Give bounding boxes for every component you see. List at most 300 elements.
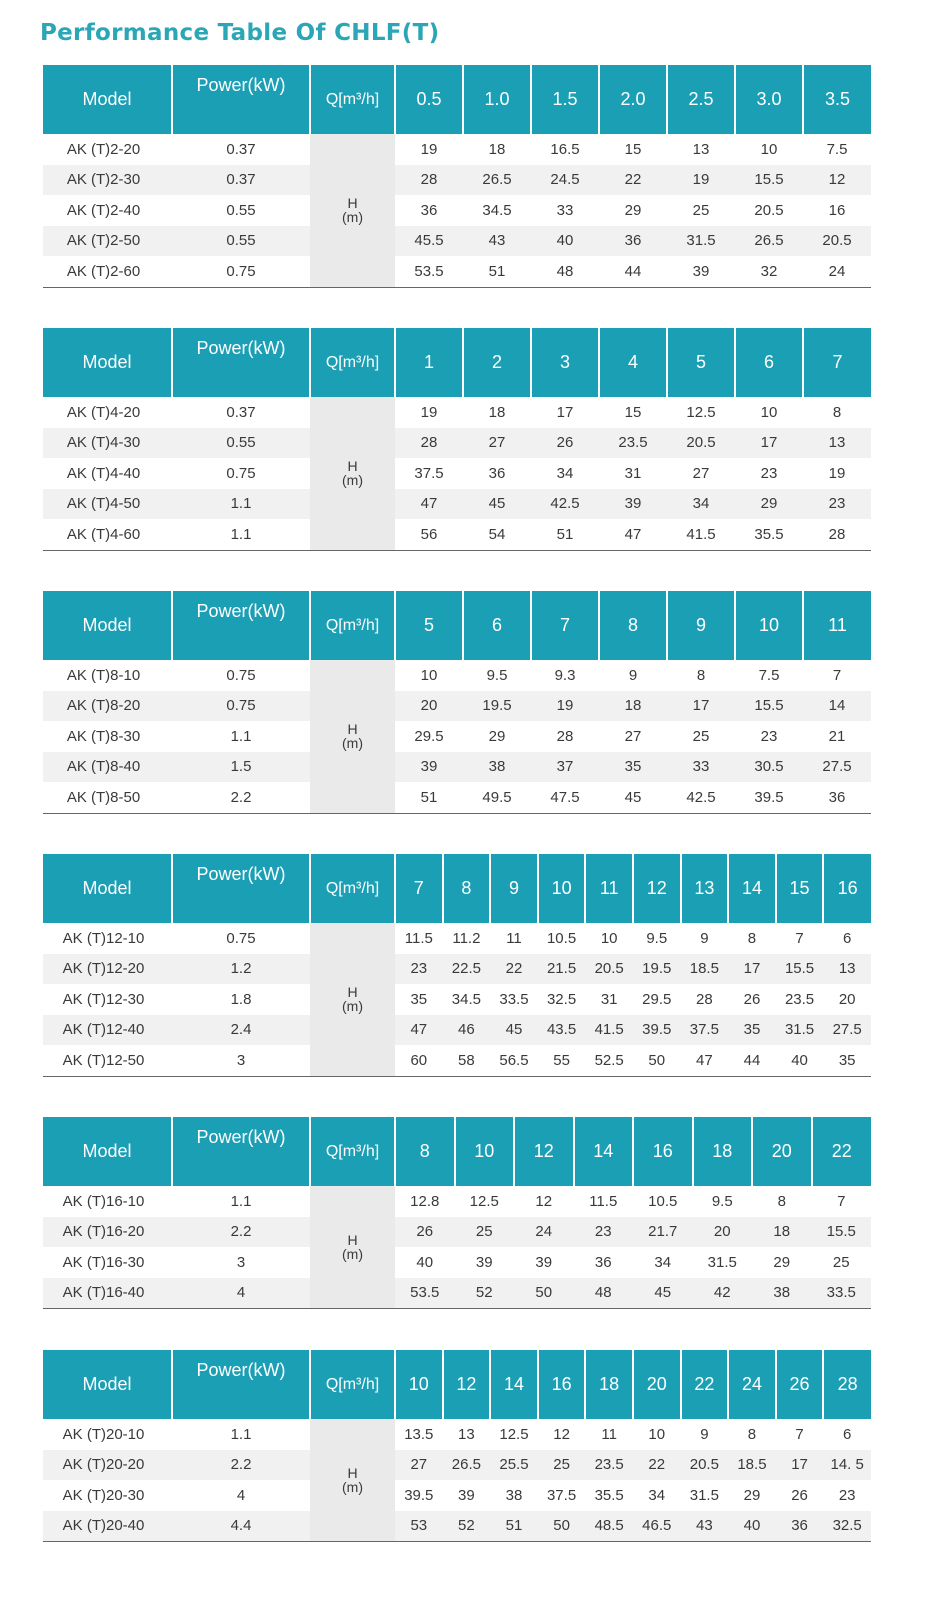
head-value-cell: 23 bbox=[735, 721, 803, 752]
flow-value-header: 28 bbox=[823, 1350, 871, 1419]
head-value-cell: 13 bbox=[667, 134, 735, 165]
head-value-cell: 12 bbox=[803, 165, 871, 196]
model-header: Model bbox=[43, 854, 172, 923]
head-value-cell: 23 bbox=[823, 1480, 871, 1511]
head-value-cell: 28 bbox=[395, 428, 463, 459]
power-header: Power(kW) bbox=[172, 328, 310, 397]
model-header: Model bbox=[43, 591, 172, 660]
model-header: Model bbox=[43, 328, 172, 397]
head-value-cell: 43 bbox=[463, 226, 531, 257]
power-cell: 0.75 bbox=[172, 256, 310, 287]
head-value-cell: 23 bbox=[574, 1217, 634, 1248]
power-cell: 1.2 bbox=[172, 954, 310, 985]
head-value-cell: 14. 5 bbox=[823, 1450, 871, 1481]
flow-value-header: 12 bbox=[514, 1117, 574, 1186]
head-value-cell: 31.5 bbox=[776, 1015, 824, 1046]
head-label: H bbox=[347, 458, 358, 475]
head-value-cell: 9.5 bbox=[633, 923, 681, 954]
power-header: Power(kW) bbox=[172, 591, 310, 660]
head-value-cell: 55 bbox=[538, 1045, 586, 1076]
head-value-cell: 9 bbox=[681, 1419, 729, 1450]
head-value-cell: 10 bbox=[585, 923, 633, 954]
table-row bbox=[43, 489, 871, 520]
head-value-cell: 56.5 bbox=[490, 1045, 538, 1076]
head-value-cell: 41.5 bbox=[667, 519, 735, 550]
head-value-cell: 53.5 bbox=[395, 1278, 455, 1309]
head-value-cell: 23.5 bbox=[776, 984, 824, 1015]
head-value-cell: 48 bbox=[531, 256, 599, 287]
head-value-cell: 17 bbox=[667, 691, 735, 722]
head-value-cell: 20.5 bbox=[681, 1450, 729, 1481]
head-value-cell: 33 bbox=[531, 195, 599, 226]
table-row bbox=[43, 1419, 871, 1450]
head-value-cell: 51 bbox=[463, 256, 531, 287]
head-value-cell: 52 bbox=[443, 1511, 491, 1542]
head-value-cell: 36 bbox=[463, 458, 531, 489]
table-row bbox=[43, 226, 871, 257]
head-value-cell: 36 bbox=[776, 1511, 824, 1542]
flow-value-header: 1.5 bbox=[531, 65, 599, 134]
head-value-cell: 24 bbox=[803, 256, 871, 287]
head-value-cell: 28 bbox=[803, 519, 871, 550]
head-value-cell: 31 bbox=[585, 984, 633, 1015]
power-cell: 0.37 bbox=[172, 134, 310, 165]
head-value-cell: 39 bbox=[599, 489, 667, 520]
model-cell: AK (T)20-30 bbox=[43, 1480, 172, 1511]
head-value-cell: 8 bbox=[728, 923, 776, 954]
table-row bbox=[43, 954, 871, 985]
head-value-cell: 27 bbox=[463, 428, 531, 459]
performance-table bbox=[43, 65, 871, 288]
table-row bbox=[43, 256, 871, 287]
flow-value-header: 5 bbox=[667, 328, 735, 397]
head-value-cell: 35 bbox=[599, 752, 667, 783]
head-value-cell: 37 bbox=[531, 752, 599, 783]
flow-value-header: 16 bbox=[823, 854, 871, 923]
head-value-cell: 18 bbox=[752, 1217, 812, 1248]
model-cell: AK (T)12-10 bbox=[43, 923, 172, 954]
head-value-cell: 44 bbox=[728, 1045, 776, 1076]
power-header: Power(kW) bbox=[172, 1117, 310, 1186]
head-value-cell: 16.5 bbox=[531, 134, 599, 165]
head-value-cell: 15.5 bbox=[776, 954, 824, 985]
head-value-cell: 40 bbox=[395, 1247, 455, 1278]
flow-value-header: 2.5 bbox=[667, 65, 735, 134]
head-value-cell: 40 bbox=[531, 226, 599, 257]
head-label: H bbox=[347, 984, 358, 1001]
table-row bbox=[43, 519, 871, 550]
head-value-cell: 34.5 bbox=[463, 195, 531, 226]
flow-value-header: 18 bbox=[585, 1350, 633, 1419]
table-row bbox=[43, 660, 871, 691]
head-value-cell: 32.5 bbox=[823, 1511, 871, 1542]
head-value-cell: 43.5 bbox=[538, 1015, 586, 1046]
model-cell: AK (T)8-40 bbox=[43, 752, 172, 783]
head-value-cell: 42.5 bbox=[531, 489, 599, 520]
head-value-cell: 26 bbox=[776, 1480, 824, 1511]
flow-value-header: 8 bbox=[599, 591, 667, 660]
head-value-cell: 19 bbox=[531, 691, 599, 722]
flow-value-header: 26 bbox=[776, 1350, 824, 1419]
table-row bbox=[43, 782, 871, 813]
head-value-cell: 16 bbox=[803, 195, 871, 226]
head-value-cell: 39 bbox=[395, 752, 463, 783]
head-value-cell: 51 bbox=[531, 519, 599, 550]
head-value-cell: 31.5 bbox=[693, 1247, 753, 1278]
head-value-cell: 12.5 bbox=[490, 1419, 538, 1450]
head-value-cell: 47 bbox=[395, 489, 463, 520]
power-header: Power(kW) bbox=[172, 65, 310, 134]
head-value-cell: 23.5 bbox=[585, 1450, 633, 1481]
head-value-cell: 17 bbox=[776, 1450, 824, 1481]
head-value-cell: 12.5 bbox=[667, 397, 735, 428]
flow-value-header: 20 bbox=[752, 1117, 812, 1186]
head-value-cell: 33 bbox=[667, 752, 735, 783]
head-value-cell: 20.5 bbox=[667, 428, 735, 459]
head-value-cell: 8 bbox=[728, 1419, 776, 1450]
head-value-cell: 7.5 bbox=[735, 660, 803, 691]
head-value-cell: 39 bbox=[667, 256, 735, 287]
power-cell: 3 bbox=[172, 1045, 310, 1076]
head-value-cell: 35 bbox=[823, 1045, 871, 1076]
model-cell: AK (T)8-50 bbox=[43, 782, 172, 813]
power-cell: 0.75 bbox=[172, 923, 310, 954]
model-cell: AK (T)16-30 bbox=[43, 1247, 172, 1278]
head-value-cell: 34 bbox=[531, 458, 599, 489]
head-value-cell: 18 bbox=[463, 397, 531, 428]
flow-value-header: 10 bbox=[538, 854, 586, 923]
model-cell: AK (T)12-40 bbox=[43, 1015, 172, 1046]
flow-value-header: 16 bbox=[633, 1117, 693, 1186]
head-value-cell: 25 bbox=[538, 1450, 586, 1481]
head-value-cell: 29 bbox=[463, 721, 531, 752]
table-row bbox=[43, 397, 871, 428]
table-row bbox=[43, 691, 871, 722]
head-value-cell: 23.5 bbox=[599, 428, 667, 459]
head-value-cell: 25 bbox=[667, 195, 735, 226]
head-value-cell: 35.5 bbox=[735, 519, 803, 550]
head-unit-cell bbox=[310, 923, 395, 1076]
head-value-cell: 12 bbox=[538, 1419, 586, 1450]
head-value-cell: 9.5 bbox=[693, 1186, 753, 1217]
head-value-cell: 23 bbox=[803, 489, 871, 520]
table-row bbox=[43, 1045, 871, 1076]
head-label: H bbox=[347, 1465, 358, 1481]
flow-value-header: 4 bbox=[599, 328, 667, 397]
head-value-cell: 23 bbox=[735, 458, 803, 489]
head-value-cell: 21.5 bbox=[538, 954, 586, 985]
power-cell: 2.2 bbox=[172, 1450, 310, 1481]
model-cell: AK (T)12-30 bbox=[43, 984, 172, 1015]
head-value-cell: 27.5 bbox=[803, 752, 871, 783]
head-unit-label: (m) bbox=[342, 209, 363, 226]
head-value-cell: 9 bbox=[599, 660, 667, 691]
head-value-cell: 31 bbox=[599, 458, 667, 489]
head-value-cell: 34 bbox=[633, 1480, 681, 1511]
flow-value-header: 10 bbox=[455, 1117, 515, 1186]
flow-value-header: 22 bbox=[812, 1117, 872, 1186]
power-cell: 0.75 bbox=[172, 458, 310, 489]
flow-value-header: 3.0 bbox=[735, 65, 803, 134]
head-value-cell: 11 bbox=[585, 1419, 633, 1450]
head-value-cell: 19 bbox=[395, 134, 463, 165]
head-value-cell: 6 bbox=[823, 1419, 871, 1450]
head-value-cell: 45 bbox=[599, 782, 667, 813]
head-value-cell: 26 bbox=[531, 428, 599, 459]
head-value-cell: 26.5 bbox=[443, 1450, 491, 1481]
head-value-cell: 29 bbox=[752, 1247, 812, 1278]
head-value-cell: 22.5 bbox=[443, 954, 491, 985]
table-row bbox=[43, 1278, 871, 1309]
head-value-cell: 26 bbox=[395, 1217, 455, 1248]
head-value-cell: 60 bbox=[395, 1045, 443, 1076]
model-cell: AK (T)8-20 bbox=[43, 691, 172, 722]
head-value-cell: 39 bbox=[455, 1247, 515, 1278]
power-cell: 3 bbox=[172, 1247, 310, 1278]
flow-unit-header: Q[m³/h] bbox=[310, 328, 395, 397]
head-value-cell: 20.5 bbox=[585, 954, 633, 985]
head-unit-label: (m) bbox=[342, 735, 363, 752]
head-value-cell: 53.5 bbox=[395, 256, 463, 287]
head-value-cell: 48 bbox=[574, 1278, 634, 1309]
power-cell: 0.37 bbox=[172, 165, 310, 196]
flow-value-header: 24 bbox=[728, 1350, 776, 1419]
head-value-cell: 54 bbox=[463, 519, 531, 550]
head-value-cell: 10 bbox=[395, 660, 463, 691]
flow-value-header: 8 bbox=[443, 854, 491, 923]
head-value-cell: 34 bbox=[633, 1247, 693, 1278]
flow-value-header: 5 bbox=[395, 591, 463, 660]
head-value-cell: 34.5 bbox=[443, 984, 491, 1015]
model-cell: AK (T)12-20 bbox=[43, 954, 172, 985]
head-value-cell: 25.5 bbox=[490, 1450, 538, 1481]
flow-value-header: 10 bbox=[395, 1350, 443, 1419]
head-value-cell: 36 bbox=[395, 195, 463, 226]
head-value-cell: 47.5 bbox=[531, 782, 599, 813]
table-row bbox=[43, 923, 871, 954]
head-unit-cell bbox=[310, 1419, 395, 1542]
head-unit-label: (m) bbox=[342, 1246, 363, 1262]
head-value-cell: 21 bbox=[803, 721, 871, 752]
head-value-cell: 56 bbox=[395, 519, 463, 550]
table-row bbox=[43, 984, 871, 1015]
header-row bbox=[43, 1117, 871, 1186]
head-value-cell: 33.5 bbox=[490, 984, 538, 1015]
flow-unit-header: Q[m³/h] bbox=[310, 65, 395, 134]
flow-value-header: 14 bbox=[574, 1117, 634, 1186]
flow-value-header: 7 bbox=[395, 854, 443, 923]
head-value-cell: 39 bbox=[443, 1480, 491, 1511]
model-cell: AK (T)2-40 bbox=[43, 195, 172, 226]
model-header: Model bbox=[43, 1117, 172, 1186]
head-value-cell: 39.5 bbox=[735, 782, 803, 813]
power-cell: 2.4 bbox=[172, 1015, 310, 1046]
head-value-cell: 47 bbox=[599, 519, 667, 550]
flow-value-header: 9 bbox=[490, 854, 538, 923]
head-value-cell: 23 bbox=[395, 954, 443, 985]
head-value-cell: 58 bbox=[443, 1045, 491, 1076]
head-value-cell: 19 bbox=[803, 458, 871, 489]
power-cell: 1.5 bbox=[172, 752, 310, 783]
head-value-cell: 39.5 bbox=[395, 1480, 443, 1511]
head-value-cell: 33.5 bbox=[812, 1278, 872, 1309]
power-cell: 0.55 bbox=[172, 226, 310, 257]
power-cell: 2.2 bbox=[172, 782, 310, 813]
head-value-cell: 17 bbox=[728, 954, 776, 985]
model-cell: AK (T)4-50 bbox=[43, 489, 172, 520]
head-value-cell: 12 bbox=[514, 1186, 574, 1217]
table-row bbox=[43, 752, 871, 783]
power-cell: 0.55 bbox=[172, 428, 310, 459]
performance-table bbox=[43, 854, 871, 1077]
head-value-cell: 28 bbox=[531, 721, 599, 752]
head-value-cell: 47 bbox=[395, 1015, 443, 1046]
head-value-cell: 25 bbox=[455, 1217, 515, 1248]
head-value-cell: 45 bbox=[633, 1278, 693, 1309]
head-value-cell: 26.5 bbox=[735, 226, 803, 257]
model-cell: AK (T)20-20 bbox=[43, 1450, 172, 1481]
head-value-cell: 28 bbox=[395, 165, 463, 196]
head-value-cell: 25 bbox=[812, 1247, 872, 1278]
head-label: H bbox=[347, 721, 358, 738]
head-value-cell: 19 bbox=[395, 397, 463, 428]
model-cell: AK (T)8-30 bbox=[43, 721, 172, 752]
head-unit-label: (m) bbox=[342, 472, 363, 489]
performance-table bbox=[43, 1350, 871, 1542]
performance-table bbox=[43, 328, 871, 551]
model-cell: AK (T)8-10 bbox=[43, 660, 172, 691]
model-cell: AK (T)12-50 bbox=[43, 1045, 172, 1076]
model-cell: AK (T)2-30 bbox=[43, 165, 172, 196]
head-value-cell: 7 bbox=[812, 1186, 872, 1217]
model-header: Model bbox=[43, 65, 172, 134]
table-row bbox=[43, 1450, 871, 1481]
head-value-cell: 37.5 bbox=[538, 1480, 586, 1511]
power-cell: 1.8 bbox=[172, 984, 310, 1015]
power-cell: 0.55 bbox=[172, 195, 310, 226]
model-cell: AK (T)16-20 bbox=[43, 1217, 172, 1248]
table-row bbox=[43, 1511, 871, 1542]
head-value-cell: 12.8 bbox=[395, 1186, 455, 1217]
head-value-cell: 11.5 bbox=[574, 1186, 634, 1217]
model-cell: AK (T)4-30 bbox=[43, 428, 172, 459]
flow-value-header: 0.5 bbox=[395, 65, 463, 134]
head-value-cell: 10.5 bbox=[633, 1186, 693, 1217]
power-cell: 1.1 bbox=[172, 519, 310, 550]
head-value-cell: 10 bbox=[735, 134, 803, 165]
head-value-cell: 10 bbox=[735, 397, 803, 428]
head-value-cell: 29 bbox=[728, 1480, 776, 1511]
head-value-cell: 42.5 bbox=[667, 782, 735, 813]
power-cell: 0.75 bbox=[172, 660, 310, 691]
power-cell: 4 bbox=[172, 1480, 310, 1511]
head-value-cell: 19.5 bbox=[633, 954, 681, 985]
flow-unit-header: Q[m³/h] bbox=[310, 591, 395, 660]
head-value-cell: 32 bbox=[735, 256, 803, 287]
head-value-cell: 8 bbox=[752, 1186, 812, 1217]
head-value-cell: 27.5 bbox=[823, 1015, 871, 1046]
head-value-cell: 12.5 bbox=[455, 1186, 515, 1217]
flow-value-header: 20 bbox=[633, 1350, 681, 1419]
table-row bbox=[43, 165, 871, 196]
flow-value-header: 7 bbox=[531, 591, 599, 660]
head-value-cell: 27 bbox=[599, 721, 667, 752]
flow-value-header: 22 bbox=[681, 1350, 729, 1419]
head-value-cell: 39 bbox=[514, 1247, 574, 1278]
flow-value-header: 10 bbox=[735, 591, 803, 660]
head-value-cell: 46 bbox=[443, 1015, 491, 1046]
flow-value-header: 6 bbox=[735, 328, 803, 397]
head-value-cell: 22 bbox=[490, 954, 538, 985]
head-value-cell: 30.5 bbox=[735, 752, 803, 783]
head-value-cell: 7 bbox=[776, 1419, 824, 1450]
head-value-cell: 28 bbox=[681, 984, 729, 1015]
power-cell: 2.2 bbox=[172, 1217, 310, 1248]
header-row bbox=[43, 328, 871, 397]
head-value-cell: 43 bbox=[681, 1511, 729, 1542]
head-value-cell: 39.5 bbox=[633, 1015, 681, 1046]
head-value-cell: 24.5 bbox=[531, 165, 599, 196]
head-value-cell: 9 bbox=[681, 923, 729, 954]
head-value-cell: 47 bbox=[681, 1045, 729, 1076]
flow-value-header: 1.0 bbox=[463, 65, 531, 134]
head-unit-label: (m) bbox=[342, 998, 363, 1015]
head-value-cell: 18 bbox=[599, 691, 667, 722]
head-value-cell: 37.5 bbox=[395, 458, 463, 489]
head-value-cell: 13 bbox=[443, 1419, 491, 1450]
head-value-cell: 7 bbox=[803, 660, 871, 691]
head-value-cell: 8 bbox=[803, 397, 871, 428]
flow-value-header: 2.0 bbox=[599, 65, 667, 134]
model-cell: AK (T)2-20 bbox=[43, 134, 172, 165]
head-label: H bbox=[347, 1232, 358, 1248]
model-cell: AK (T)16-40 bbox=[43, 1278, 172, 1309]
head-value-cell: 36 bbox=[803, 782, 871, 813]
model-cell: AK (T)16-10 bbox=[43, 1186, 172, 1217]
head-value-cell: 32.5 bbox=[538, 984, 586, 1015]
head-value-cell: 26.5 bbox=[463, 165, 531, 196]
power-cell: 4.4 bbox=[172, 1511, 310, 1542]
power-cell: 4 bbox=[172, 1278, 310, 1309]
power-cell: 1.1 bbox=[172, 1186, 310, 1217]
flow-value-header: 2 bbox=[463, 328, 531, 397]
head-value-cell: 42 bbox=[693, 1278, 753, 1309]
head-value-cell: 22 bbox=[633, 1450, 681, 1481]
head-value-cell: 10.5 bbox=[538, 923, 586, 954]
head-value-cell: 50 bbox=[514, 1278, 574, 1309]
head-value-cell: 31.5 bbox=[681, 1480, 729, 1511]
head-value-cell: 29 bbox=[735, 489, 803, 520]
head-value-cell: 38 bbox=[463, 752, 531, 783]
page-title: Performance Table Of CHLF(T) bbox=[40, 20, 440, 46]
head-value-cell: 49.5 bbox=[463, 782, 531, 813]
head-value-cell: 46.5 bbox=[633, 1511, 681, 1542]
head-value-cell: 25 bbox=[667, 721, 735, 752]
head-value-cell: 15 bbox=[599, 134, 667, 165]
head-value-cell: 36 bbox=[574, 1247, 634, 1278]
head-unit-cell bbox=[310, 397, 395, 550]
flow-value-header: 11 bbox=[803, 591, 871, 660]
head-value-cell: 29.5 bbox=[633, 984, 681, 1015]
model-cell: AK (T)4-20 bbox=[43, 397, 172, 428]
head-value-cell: 10 bbox=[633, 1419, 681, 1450]
header-row bbox=[43, 65, 871, 134]
head-value-cell: 40 bbox=[728, 1511, 776, 1542]
head-value-cell: 18.5 bbox=[728, 1450, 776, 1481]
head-value-cell: 19 bbox=[667, 165, 735, 196]
head-value-cell: 19.5 bbox=[463, 691, 531, 722]
head-value-cell: 17 bbox=[531, 397, 599, 428]
